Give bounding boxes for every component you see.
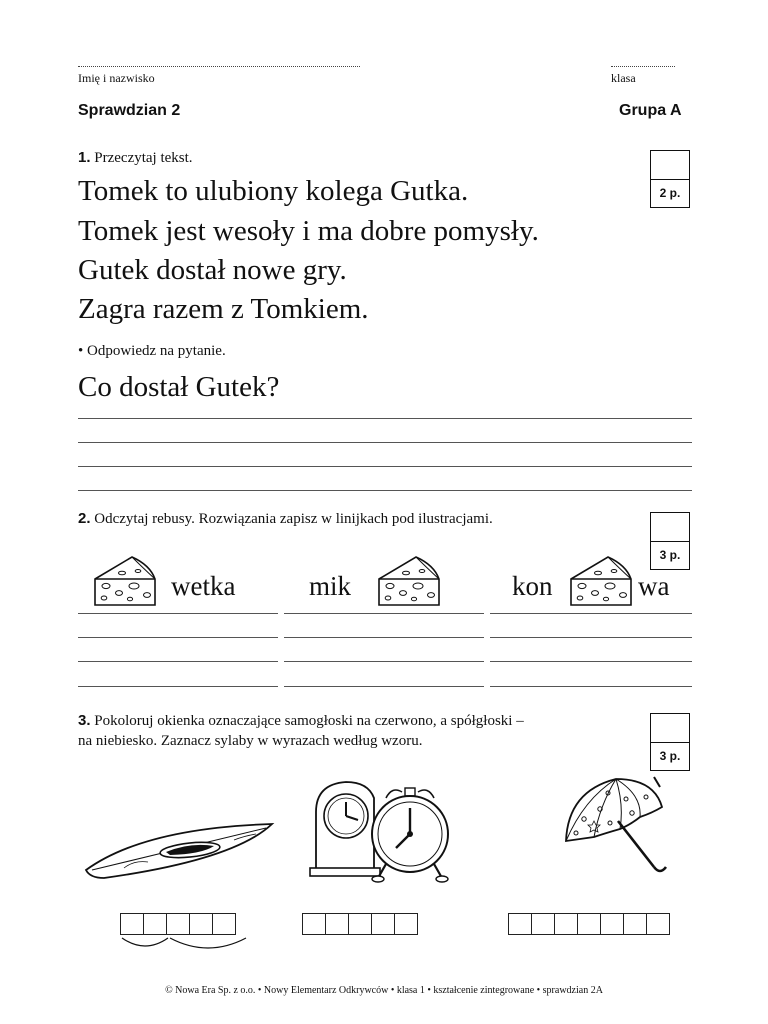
letter-cells-clock[interactable]: [302, 913, 417, 935]
rebus-answer-line[interactable]: [284, 661, 484, 662]
reading-line-2: Tomek jest wesoły i ma dobre pomysły.: [78, 215, 539, 247]
rebus-answer-line[interactable]: [284, 686, 484, 687]
task3-instruction: [78, 712, 524, 730]
answer-line[interactable]: [78, 490, 692, 491]
task1-subinstruction: • Odpowiedz na pytanie.: [78, 343, 226, 359]
rebus-2-before: mik: [309, 571, 352, 601]
task1-points: 2 p.: [659, 186, 681, 200]
syllable-arc: [120, 936, 250, 954]
letter-cell[interactable]: [600, 913, 624, 935]
rebus-answer-line[interactable]: [490, 686, 692, 687]
group-label: Grupa A: [619, 102, 682, 119]
answer-line[interactable]: [78, 442, 692, 443]
rebus-3-after: wa: [638, 571, 670, 601]
task3-instruction-line2: na niebiesko. Zaznacz sylaby w wyrazach według wzoru.: [78, 733, 423, 749]
letter-cell[interactable]: [302, 913, 326, 935]
task2-points: 3 p.: [659, 548, 681, 562]
rebus-answer-line[interactable]: [78, 613, 278, 614]
points-score-cell[interactable]: [651, 513, 689, 542]
task1-number: 1.: [78, 149, 91, 166]
rebus-3-before: kon: [512, 571, 553, 601]
reading-line-1: Tomek to ulubiony kolega Gutka.: [78, 175, 469, 207]
task3-points: 3 p.: [659, 749, 681, 763]
letter-cell[interactable]: [189, 913, 213, 935]
letter-cells-umbrella[interactable]: [508, 913, 669, 935]
footer: © Nowa Era Sp. z o.o. • Nowy Elementarz Odkrywców • klasa 1 • kształcenie zintegrowane • sprawdzian 2A: [165, 985, 603, 996]
letter-cell[interactable]: [394, 913, 418, 935]
task3-instruction-line1: Pokoloruj okienka oznaczające samogłoski na czerwono, a spółgłoski –: [94, 713, 524, 729]
rebus-answer-line[interactable]: [78, 661, 278, 662]
letter-cell[interactable]: [554, 913, 578, 935]
class-line[interactable]: [611, 66, 675, 67]
letter-cell[interactable]: [371, 913, 395, 935]
letter-cell[interactable]: [646, 913, 670, 935]
rebus-answer-line[interactable]: [284, 637, 484, 638]
letter-cell[interactable]: [120, 913, 144, 935]
cheese-icon: [92, 553, 158, 611]
letter-cell[interactable]: [166, 913, 190, 935]
task3-points-box[interactable]: [650, 713, 690, 771]
umbrella-picture: [560, 775, 670, 875]
letter-cell[interactable]: [143, 913, 167, 935]
task2-points-box[interactable]: [650, 512, 690, 570]
rebus-answer-line[interactable]: [490, 637, 692, 638]
task1-points-box[interactable]: [650, 150, 690, 208]
task3-number: 3.: [78, 712, 91, 729]
letter-cell[interactable]: [508, 913, 532, 935]
letter-cell[interactable]: [531, 913, 555, 935]
letter-cell[interactable]: [623, 913, 647, 935]
letter-cell[interactable]: [325, 913, 349, 935]
rebus-answer-line[interactable]: [490, 661, 692, 662]
rebus-answer-line[interactable]: [78, 686, 278, 687]
task1-instruction-text: Przeczytaj tekst.: [94, 150, 193, 166]
task1-question: Co dostał Gutek?: [78, 371, 280, 403]
cheese-icon: [376, 553, 442, 611]
rebus-answer-line[interactable]: [78, 637, 278, 638]
name-label: Imię i nazwisko: [78, 71, 155, 85]
letter-cell[interactable]: [212, 913, 236, 935]
rebus-1-after: wetka: [171, 571, 236, 601]
answer-line[interactable]: [78, 418, 692, 419]
test-title: Sprawdzian 2: [78, 102, 181, 119]
letter-cells-kayak[interactable]: [120, 913, 235, 935]
points-score-cell[interactable]: [651, 714, 689, 743]
task2-instruction-text: Odczytaj rebusy. Rozwiązania zapisz w linijkach pod ilustracjami.: [94, 511, 493, 527]
class-label: klasa: [611, 71, 636, 85]
kayak-picture: [84, 820, 274, 882]
rebus-answer-line[interactable]: [490, 613, 692, 614]
rebus-answer-line[interactable]: [284, 613, 484, 614]
reading-line-4: Zagra razem z Tomkiem.: [78, 293, 369, 325]
reading-line-3: Gutek dostał nowe gry.: [78, 254, 347, 286]
letter-cell[interactable]: [577, 913, 601, 935]
cheese-icon: [568, 553, 634, 611]
clock-picture: [306, 778, 456, 886]
answer-line[interactable]: [78, 466, 692, 467]
name-line[interactable]: [78, 66, 360, 67]
task2-instruction: [78, 510, 493, 528]
letter-cell[interactable]: [348, 913, 372, 935]
task1-instruction: [78, 149, 193, 167]
task2-number: 2.: [78, 510, 91, 527]
points-score-cell[interactable]: [651, 151, 689, 180]
